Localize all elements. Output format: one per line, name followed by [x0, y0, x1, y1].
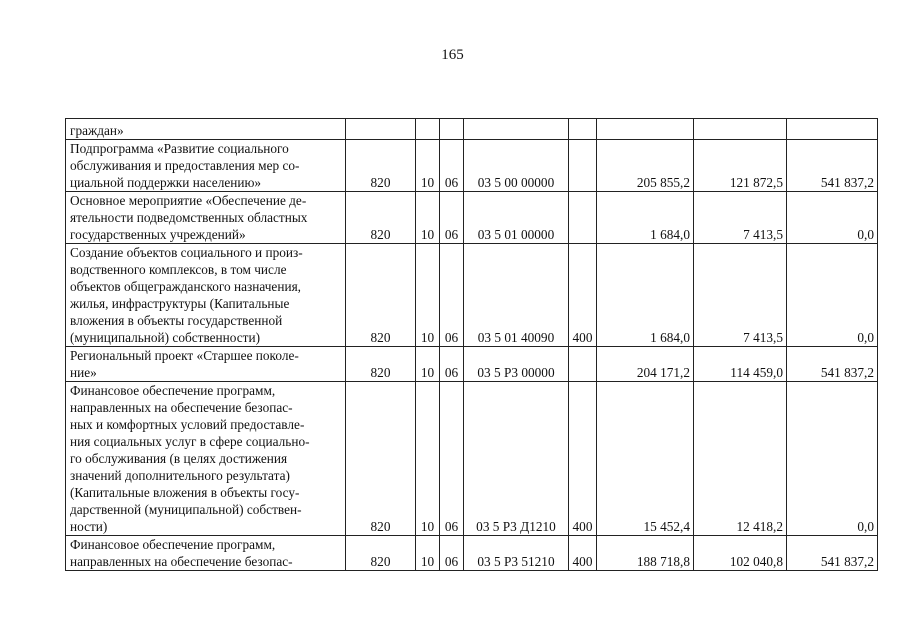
expense-type-cell [569, 347, 597, 382]
subsection-code-cell: 06 [440, 244, 464, 347]
row-name-line: значений дополнительного результата) [70, 468, 290, 483]
admin-code-cell: 820 [346, 382, 416, 536]
expense-type-cell: 400 [569, 244, 597, 347]
row-name-cell [66, 140, 346, 192]
row-name-line: ния социальных услуг в сфере социально- [70, 434, 310, 449]
expense-type-cell: 400 [569, 382, 597, 536]
amount-year1-cell: 1 684,0 [597, 192, 694, 244]
target-article-cell: 03 5 01 40090 [464, 244, 569, 347]
amount-year3-cell: 541 837,2 [787, 140, 878, 192]
row-name-line: водственного комплексов, в том числе [70, 262, 287, 277]
table-row [66, 192, 878, 244]
admin-code-cell: 820 [346, 347, 416, 382]
row-name-line: Создание объектов социального и произ- [70, 245, 303, 260]
row-name-line: ности) [70, 519, 108, 534]
table-row [66, 347, 878, 382]
row-name-line: ных и комфортных условий предоставле- [70, 417, 305, 432]
table-row [66, 536, 878, 571]
row-name-line: (Капитальные вложения в объекты госу- [70, 485, 300, 500]
row-name-cell [66, 244, 346, 347]
table-row [66, 244, 878, 347]
amount-year3-cell: 541 837,2 [787, 536, 878, 571]
budget-table [65, 118, 878, 571]
row-name-line: жилья, инфраструктуры (Капитальные [70, 296, 290, 311]
row-name-line: государственных учреждений» [70, 227, 246, 242]
section-code-cell: 10 [416, 140, 440, 192]
row-name-line: Региональный проект «Старшее поколе- [70, 348, 299, 363]
row-name-line: обслуживания и предоставления мер со- [70, 158, 300, 173]
target-article-cell: 03 5 P3 00000 [464, 347, 569, 382]
expense-type-cell [569, 140, 597, 192]
subsection-code-cell: 06 [440, 192, 464, 244]
amount-year3-cell: 0,0 [787, 192, 878, 244]
target-article-cell: 03 5 P3 51210 [464, 536, 569, 571]
section-code-cell: 10 [416, 382, 440, 536]
row-name-line: направленных на обеспечение безопас- [70, 554, 293, 569]
target-article-cell [464, 119, 569, 140]
row-name-line: Финансовое обеспечение программ, [70, 383, 276, 398]
row-name-line: направленных на обеспечение безопас- [70, 400, 293, 415]
amount-year1-cell [597, 119, 694, 140]
row-name-line: Подпрограмма «Развитие социального [70, 141, 289, 156]
row-name-cell [66, 536, 346, 571]
target-article-cell: 03 5 01 00000 [464, 192, 569, 244]
target-article-cell: 03 5 P3 Д1210 [464, 382, 569, 536]
admin-code-cell [346, 119, 416, 140]
row-name-line: вложения в объекты государственной [70, 313, 283, 328]
table-row [66, 140, 878, 192]
amount-year1-cell: 204 171,2 [597, 347, 694, 382]
subsection-code-cell: 06 [440, 382, 464, 536]
subsection-code-cell: 06 [440, 140, 464, 192]
subsection-code-cell: 06 [440, 536, 464, 571]
admin-code-cell: 820 [346, 140, 416, 192]
row-name-line: циальной поддержки населению» [70, 175, 262, 190]
row-name-line: граждан» [70, 123, 124, 138]
amount-year1-cell: 188 718,8 [597, 536, 694, 571]
amount-year2-cell: 102 040,8 [694, 536, 787, 571]
amount-year3-cell: 0,0 [787, 382, 878, 536]
admin-code-cell: 820 [346, 192, 416, 244]
row-name-cell [66, 347, 346, 382]
page-number: 165 [441, 47, 464, 63]
amount-year1-cell: 15 452,4 [597, 382, 694, 536]
section-code-cell [416, 119, 440, 140]
expense-type-cell: 400 [569, 536, 597, 571]
amount-year1-cell: 205 855,2 [597, 140, 694, 192]
amount-year3-cell: 541 837,2 [787, 347, 878, 382]
row-name-line: ятельности подведомственных областных [70, 210, 308, 225]
subsection-code-cell [440, 119, 464, 140]
amount-year2-cell [694, 119, 787, 140]
expense-type-cell [569, 119, 597, 140]
row-name-cell [66, 119, 346, 140]
row-name-line: дарственной (муниципальной) собствен- [70, 502, 302, 517]
table-body [66, 119, 878, 571]
row-name-line: ние» [70, 365, 97, 380]
row-name-line: Основное мероприятие «Обеспечение де- [70, 193, 307, 208]
section-code-cell: 10 [416, 347, 440, 382]
row-name-line: Финансовое обеспечение программ, [70, 537, 276, 552]
target-article-cell: 03 5 00 00000 [464, 140, 569, 192]
amount-year2-cell: 121 872,5 [694, 140, 787, 192]
row-name-line: го обслуживания (в целях достижения [70, 451, 288, 466]
subsection-code-cell: 06 [440, 347, 464, 382]
admin-code-cell: 820 [346, 536, 416, 571]
amount-year3-cell: 0,0 [787, 244, 878, 347]
amount-year2-cell: 114 459,0 [694, 347, 787, 382]
amount-year3-cell [787, 119, 878, 140]
amount-year1-cell: 1 684,0 [597, 244, 694, 347]
amount-year2-cell: 12 418,2 [694, 382, 787, 536]
expense-type-cell [569, 192, 597, 244]
row-name-cell [66, 192, 346, 244]
row-name-line: (муниципальной) собственности) [70, 330, 261, 345]
row-name-cell [66, 382, 346, 536]
amount-year2-cell: 7 413,5 [694, 192, 787, 244]
table-row [66, 119, 878, 140]
amount-year2-cell: 7 413,5 [694, 244, 787, 347]
section-code-cell: 10 [416, 192, 440, 244]
table-row [66, 382, 878, 536]
row-name-line: объектов общегражданского назначения, [70, 279, 302, 294]
section-code-cell: 10 [416, 536, 440, 571]
admin-code-cell: 820 [346, 244, 416, 347]
section-code-cell: 10 [416, 244, 440, 347]
